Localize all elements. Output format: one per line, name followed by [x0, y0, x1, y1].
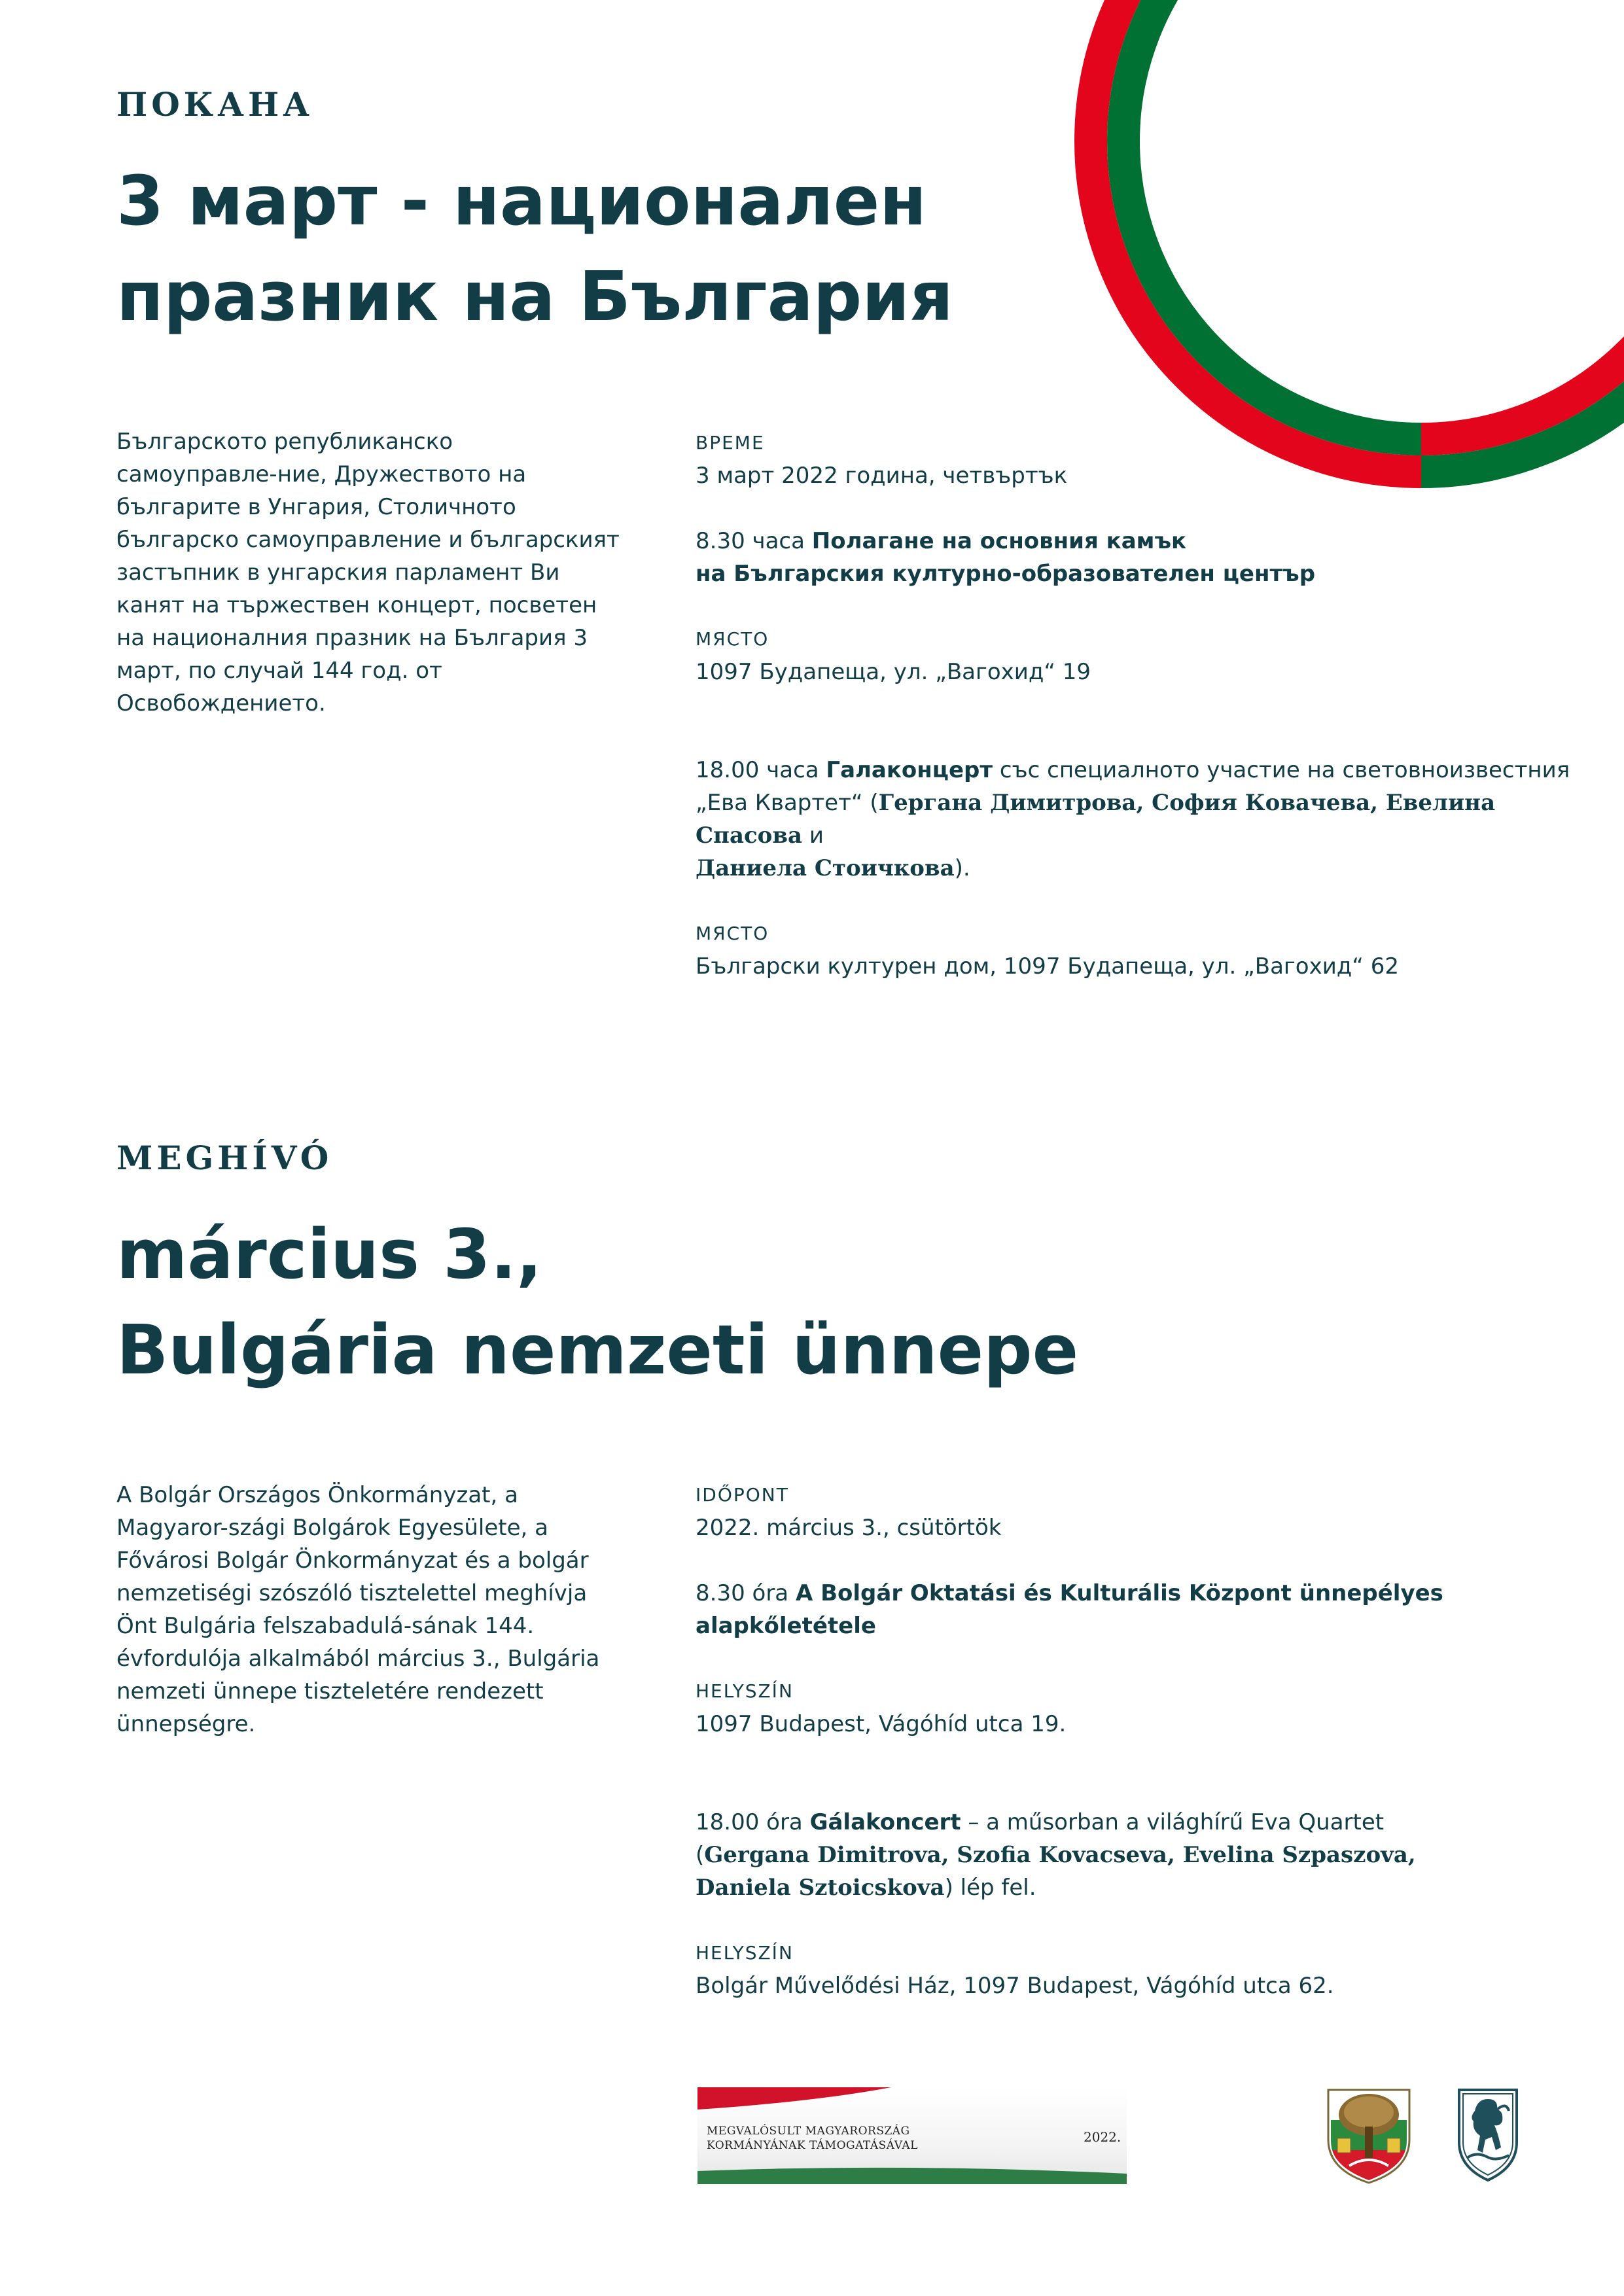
hu-event2-time: 18.00 óra — [696, 1809, 803, 1835]
hu-event1-time: 8.30 óra — [696, 1580, 789, 1606]
hu-title — [116, 1207, 1078, 1398]
bg-place1-label: МЯСТО — [696, 628, 769, 650]
hu-details — [696, 1479, 1605, 2002]
bg-date: 3 март 2022 година, четвъртък — [696, 463, 1068, 489]
bg-event2-title: Галаконцерт — [826, 757, 993, 783]
coat-of-arms-lion-shield — [1455, 2085, 1521, 2183]
hu-event2-names2: Daniela Sztoicskova — [696, 1875, 945, 1901]
hu-event2-line1 — [696, 1806, 1605, 1839]
bg-intro: Българското републиканско самоуправле-ние, Дружеството на българите в Унгария, Столичното българско самоуправление и българският застъпник в унгарския парламент Ви канят на тържествен концерт, посветен на националния празник на България 3 март, по случай 144 год. от Освобождението. — [116, 429, 620, 716]
hu-time-label: IDŐPONT — [696, 1484, 789, 1506]
hu-title-line2: Bulgária nemzeti ünnepe — [116, 1310, 1079, 1390]
hu-date: 2022. március 3., csütörtök — [696, 1515, 1002, 1541]
bg-place2-label: МЯСТО — [696, 923, 769, 944]
bg-event1-time: 8.30 часа — [696, 528, 805, 554]
bg-place2: Български културен дом, 1097 Будапеща, ул. „Вагохид“ 62 — [696, 953, 1399, 980]
hu-event2-line3 — [696, 1871, 1605, 1904]
bg-place1: 1097 Будапеща, ул. „Вагохид“ 19 — [696, 659, 1091, 685]
hu-title-line1: március 3., — [116, 1214, 542, 1294]
bg-event2-and: и — [809, 822, 824, 849]
banner-line2: KORMÁNYÁNAK TÁMOGATÁSÁVAL — [707, 2139, 918, 2152]
bg-details — [696, 427, 1605, 983]
banner-year: 2022. — [1084, 2129, 1121, 2145]
hu-event2-text1: – a műsorban a világhírű Eva Quartet — [968, 1809, 1385, 1835]
bg-event2-names2: Даниела Стоичкова — [696, 855, 955, 881]
hu-event1-title: A Bolgár Oktatási és Kulturális Központ ünnepélyes alapkőletétele — [696, 1580, 1443, 1639]
hu-event2-end: ) lép fel. — [944, 1875, 1036, 1901]
bg-time-label: ВРЕМЕ — [696, 432, 765, 453]
bg-kicker: ПОКАНА — [116, 85, 313, 124]
bg-event2-line3 — [696, 852, 1605, 885]
hu-kicker: MEGHÍVÓ — [116, 1139, 333, 1177]
hu-event2-title: Gálakoncert — [809, 1809, 961, 1835]
hu-event1-line — [696, 1577, 1605, 1642]
bg-title — [116, 153, 953, 344]
bg-event1-title-1: Полагане на основния камък — [811, 528, 1187, 554]
bg-event2-time: 18.00 часа — [696, 757, 819, 783]
bg-event1-title-2: на Българския културно-образователен център — [696, 561, 1316, 587]
banner-text — [707, 2124, 918, 2153]
coat-of-arms-tree-shield — [1323, 2081, 1415, 2185]
bg-event2-line2 — [696, 786, 1605, 852]
hu-event2-names1: Gergana Dimitrova, Szofia Kovacseva, Evelina Szpaszova, — [704, 1842, 1416, 1868]
hu-event2-open: ( — [696, 1842, 705, 1868]
bg-event2-end: ). — [954, 855, 970, 881]
bg-event1-line1 — [696, 525, 1605, 557]
bg-event2-line1 — [696, 754, 1605, 786]
hu-intro: A Bolgár Országos Önkormányzat, a Magyaror-szági Bolgárok Egyesülete, a Fővárosi Bolgár Önkormányzat és a bolgár nemzetiségi szószóló tisztelettel meghívja Önt Bulgária felszabadulá-sának 144. évfordulója alkalmából március 3., Bulgária nemzeti ünnepe tiszteletére rendezett ünnepségre. — [116, 1482, 600, 1737]
hu-place1-label: HELYSZÍN — [696, 1680, 794, 1702]
bg-event2-text2: „Ева Квартет“ ( — [696, 790, 879, 816]
hu-place2-label: HELYSZÍN — [696, 1942, 794, 1964]
hu-place1: 1097 Budapest, Vágóhíd utca 19. — [696, 1711, 1067, 1737]
decorative-tricolor-ring — [1073, 0, 1624, 497]
hu-event2-line2 — [696, 1839, 1605, 1871]
bg-title-line2: празник на България — [116, 256, 953, 336]
banner-line1: MEGVALÓSULT MAGYARORSZÁG — [707, 2125, 910, 2138]
bg-title-line1: 3 март - национален — [116, 161, 927, 241]
bg-event2-names1: Гергана Димитрова, София Ковачева, Евелина Спасова — [696, 790, 1496, 849]
hu-place2: Bolgár Művelődési Ház, 1097 Budapest, Vágóhíd utca 62. — [696, 1973, 1334, 1999]
bg-event2-text1: със специалното участие на световноизвестния — [999, 757, 1570, 783]
government-support-banner — [697, 2087, 1127, 2184]
